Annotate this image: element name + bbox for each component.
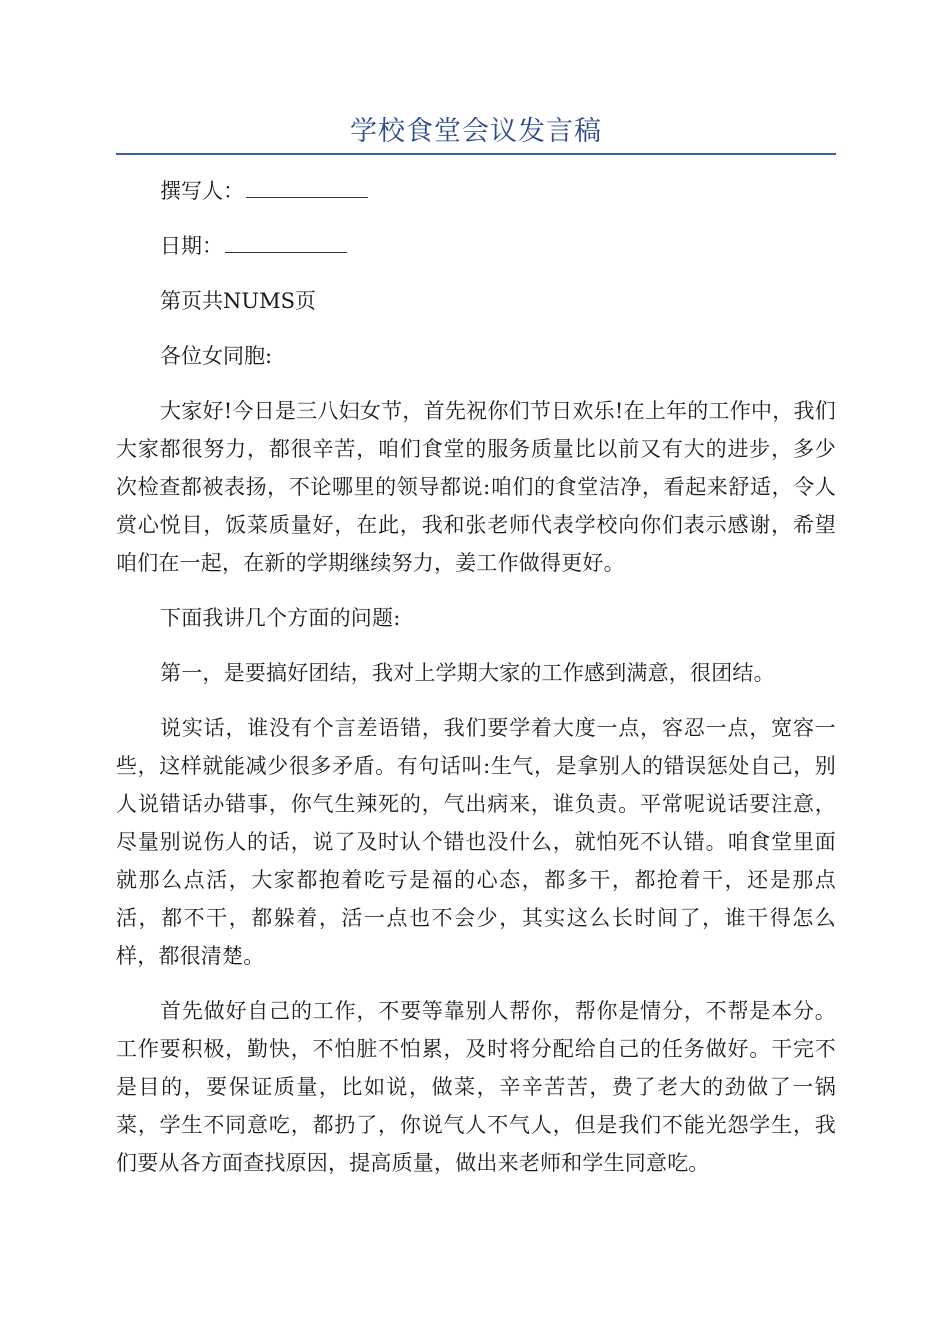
date-line <box>116 227 836 265</box>
paragraph: 说实话，谁没有个言差语错，我们要学着大度一点，容忍一点，宽容一些，这样就能减少很多矛盾。有句话叫:生气，是拿别人的错误惩处自己，别人说错话办错事，你气生辣死的，气出病来，谁负责。平常呢说话要注意，尽量别说伤人的话，说了及时认个错也没什么，就怕死不认错。咱食堂里面就那么点活，大家都抱着吃亏是福的心态，都多干，都抢着干，还是那点活，都不干，都躲着，活一点也不会少，其实这么长时间了，谁干得怎么样，都很清楚。 <box>116 716 836 968</box>
author-blank <box>246 175 368 198</box>
title-underline <box>116 153 836 155</box>
document-body <box>116 172 836 1199</box>
page-count-line: 第页共NUMS页 <box>160 289 316 313</box>
document-title: 学校食堂会议发言稿 <box>350 116 602 147</box>
author-label: 撰写人： <box>160 179 244 203</box>
author-line <box>116 172 836 210</box>
paragraph: 第一，是要搞好团结，我对上学期大家的工作感到满意，很团结。 <box>160 661 775 685</box>
paragraph: 大家好!今日是三八妇女节，首先祝你们节日欢乐!在上年的工作中，我们大家都很努力，都很辛苦，咱们食堂的服务质量比以前又有大的进步，多少次检查都被表扬，不论哪里的领导都说:咱们的食堂洁净，看起来舒适，令人赏心悦目，饭菜质量好，在此，我和张老师代表学校向你们表示感谢，希望咱们在一起，在新的学期继续努力，姜工作做得更好。 <box>116 399 836 575</box>
date-blank <box>225 230 347 253</box>
paragraph: 下面我讲几个方面的问题: <box>160 606 401 630</box>
date-label: 日期： <box>160 234 223 258</box>
salutation: 各位女同胞: <box>160 344 273 368</box>
paragraph: 首先做好自己的工作，不要等靠别人帮你，帮你是情分，不帮是本分。工作要积极，勤快，不怕脏不怕累，及时将分配给自己的任务做好。干完不是目的，要保证质量，比如说，做菜，辛辛苦苦，费了老大的劲做了一锅菜，学生不同意吃，都扔了，你说气人不气人，但是我们不能光怨学生，我们要从各方面查找原因，提高质量，做出来老师和学生同意吃。 <box>116 999 836 1175</box>
